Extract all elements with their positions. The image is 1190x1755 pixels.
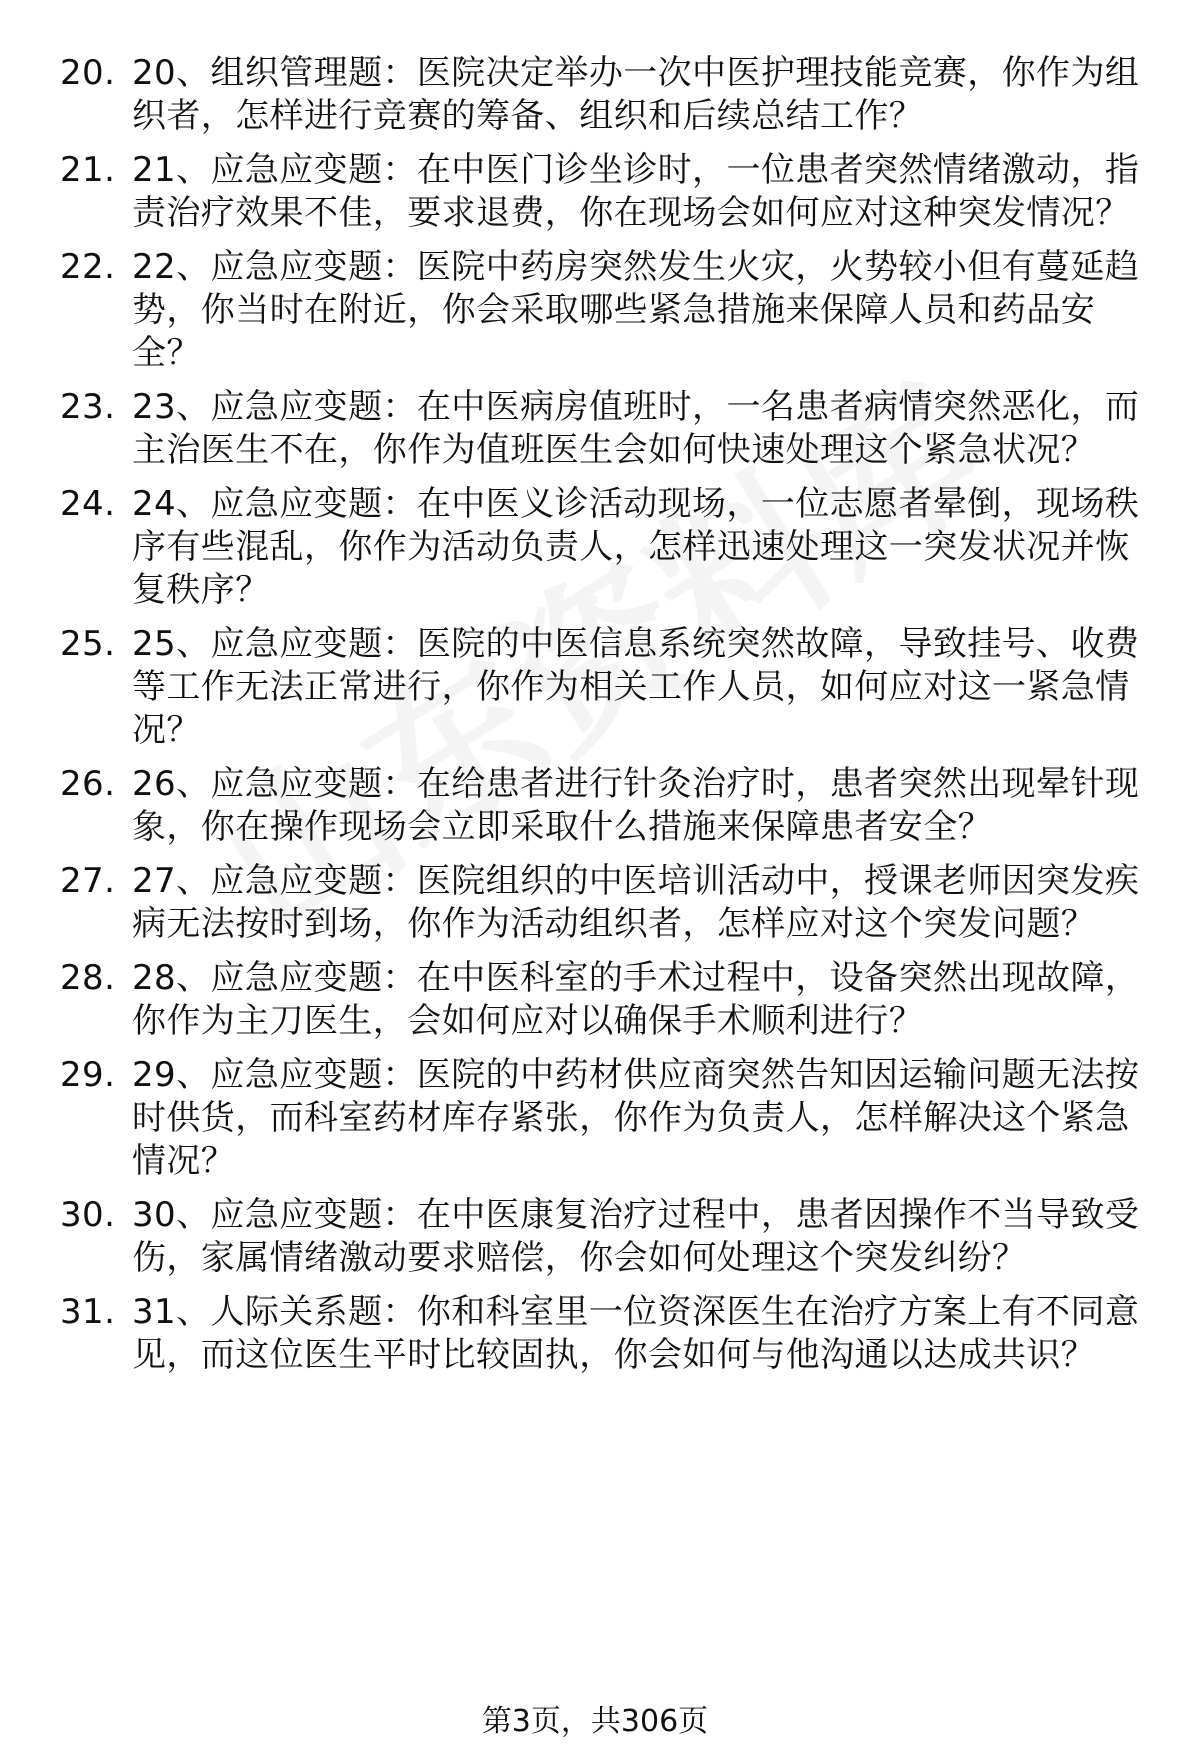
- question-item: [0, 623, 1190, 752]
- question-number: 24.: [60, 484, 116, 524]
- question-text: 29、应急应变题：医院的中药材供应商突然告知因运输问题无法按时供货，而科室药材库存紧张，你作为负责人，怎样解决这个紧急情况？: [132, 1055, 1140, 1181]
- question-number: 23.: [60, 387, 116, 427]
- question-text: 25、应急应变题：医院的中医信息系统突然故障，导致挂号、收费等工作无法正常进行，你作为相关工作人员，如何应对这一紧急情况？: [132, 624, 1140, 750]
- question-item: [0, 1291, 1190, 1377]
- question-item: [0, 1054, 1190, 1183]
- question-number: 22.: [60, 247, 116, 287]
- question-text: 27、应急应变题：医院组织的中医培训活动中，授课老师因突发疾病无法按时到场，你作为活动组织者，怎样应对这个突发问题？: [132, 861, 1140, 944]
- question-number: 30.: [60, 1195, 116, 1235]
- question-text: 31、人际关系题：你和科室里一位资深医生在治疗方案上有不同意见，而这位医生平时比较固执，你会如何与他沟通以达成共识？: [132, 1292, 1140, 1375]
- question-number: 31.: [60, 1292, 116, 1332]
- question-item: [0, 1194, 1190, 1280]
- question-number: 21.: [60, 150, 116, 190]
- question-item: [0, 246, 1190, 375]
- question-number: 26.: [60, 764, 116, 804]
- question-number: 27.: [60, 861, 116, 901]
- question-text: 20、组织管理题：医院决定举办一次中医护理技能竞赛，你作为组织者，怎样进行竞赛的筹备、组织和后续总结工作？: [132, 53, 1140, 136]
- question-item: [0, 957, 1190, 1043]
- question-item: [0, 763, 1190, 849]
- question-item: [0, 149, 1190, 235]
- question-item: [0, 52, 1190, 138]
- question-item: [0, 860, 1190, 946]
- page-footer: 第3页，共306页: [481, 1704, 709, 1739]
- question-text: 24、应急应变题：在中医义诊活动现场，一位志愿者晕倒，现场秩序有些混乱，你作为活动负责人，怎样迅速处理这一突发状况并恢复秩序？: [132, 484, 1140, 610]
- question-text: 30、应急应变题：在中医康复治疗过程中，患者因操作不当导致受伤，家属情绪激动要求赔偿，你会如何处理这个突发纠纷？: [132, 1195, 1140, 1278]
- question-text: 26、应急应变题：在给患者进行针灸治疗时，患者突然出现晕针现象，你在操作现场会立即采取什么措施来保障患者安全？: [132, 764, 1140, 847]
- question-list: [0, 52, 1190, 1388]
- question-text: 21、应急应变题：在中医门诊坐诊时，一位患者突然情绪激动，指责治疗效果不佳，要求退费，你在现场会如何应对这种突发情况？: [132, 150, 1140, 233]
- question-number: 20.: [60, 53, 116, 93]
- question-item: [0, 386, 1190, 472]
- question-text: 22、应急应变题：医院中药房突然发生火灾，火势较小但有蔓延趋势，你当时在附近，你会采取哪些紧急措施来保障人员和药品安全？: [132, 247, 1140, 373]
- question-number: 25.: [60, 624, 116, 664]
- question-item: [0, 483, 1190, 612]
- question-text: 28、应急应变题：在中医科室的手术过程中，设备突然出现故障，你作为主刀医生，会如何应对以确保手术顺利进行？: [132, 958, 1140, 1041]
- question-number: 29.: [60, 1055, 116, 1095]
- question-text: 23、应急应变题：在中医病房值班时，一名患者病情突然恶化，而主治医生不在，你作为值班医生会如何快速处理这个紧急状况？: [132, 387, 1140, 470]
- question-number: 28.: [60, 958, 116, 998]
